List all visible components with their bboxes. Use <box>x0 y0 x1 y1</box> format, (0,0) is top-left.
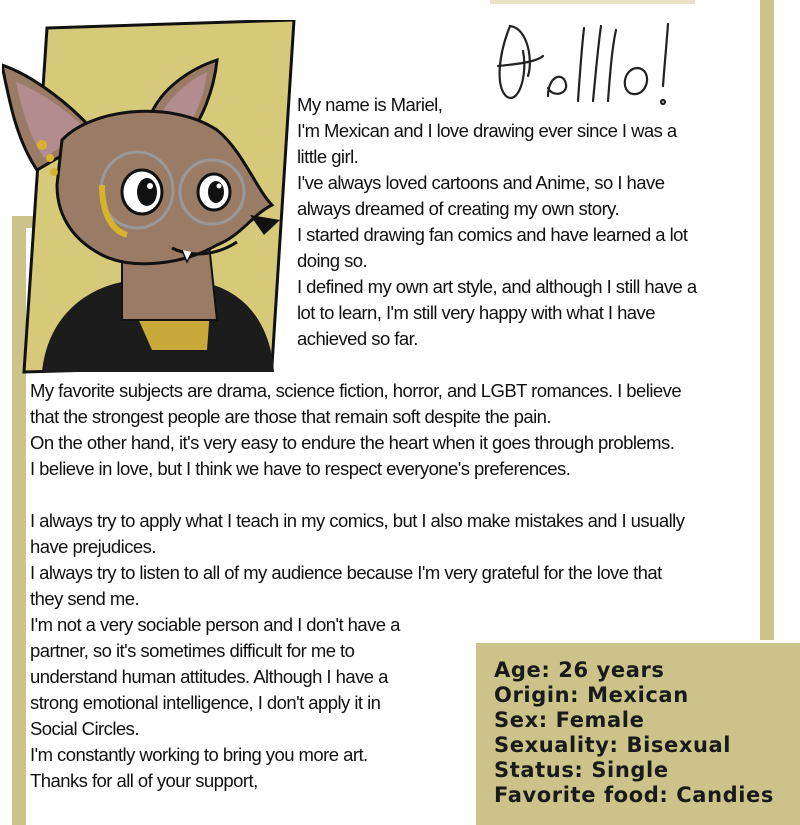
intro-line: I started drawing fan comics and have learned a lot <box>297 224 688 245</box>
paragraph-line: On the other hand, it's very easy to endure the heart when it goes through problems. <box>30 432 675 453</box>
paragraph-line: I'm constantly working to bring you more art. <box>30 744 368 765</box>
paragraph-line: strong emotional intelligence, I don't apply it in <box>30 692 381 713</box>
paragraph-line: I always try to listen to all of my audience because I'm very grateful for the love that <box>30 562 662 583</box>
intro-line: achieved so far. <box>297 328 418 349</box>
intro-paragraph <box>297 92 747 352</box>
favorites-paragraph <box>30 378 770 482</box>
info-age: Age: 26 years <box>494 658 665 682</box>
info-status: Status: Single <box>494 758 669 782</box>
paragraph-line: I believe in love, but I think we have to respect everyone's preferences. <box>30 458 571 479</box>
paragraph-line: they send me. <box>30 588 140 609</box>
paragraph-line: I always try to apply what I teach in my comics, but I also make mistakes and I usually <box>30 510 685 531</box>
paragraph-line: that the strongest people are those that remain soft despite the pain. <box>30 406 551 427</box>
paragraph-line: understand human attitudes. Although I have a <box>30 666 388 687</box>
intro-line: I defined my own art style, and although I still have a <box>297 276 697 297</box>
info-origin: Origin: Mexican <box>494 683 689 707</box>
top-decor-bar <box>490 0 695 4</box>
paragraph-line: My favorite subjects are drama, science fiction, horror, and LGBT romances. I believe <box>30 380 682 401</box>
intro-line: little girl. <box>297 146 359 167</box>
intro-line: always dreamed of creating my own story. <box>297 198 620 219</box>
intro-line: I'm Mexican and I love drawing ever since I was a <box>297 120 677 141</box>
info-sexuality: Sexuality: Bisexual <box>494 733 732 757</box>
intro-line: lot to learn, I'm still very happy with what I have <box>297 302 655 323</box>
personal-paragraph <box>30 612 470 794</box>
intro-line: doing so. <box>297 250 368 271</box>
comics-paragraph <box>30 508 770 612</box>
intro-line: I've always loved cartoons and Anime, so I have <box>297 172 665 193</box>
paragraph-line: have prejudices. <box>30 536 156 557</box>
character-portrait <box>2 20 302 375</box>
info-list <box>494 658 774 808</box>
paragraph-line: Thanks for all of your support, <box>30 770 258 791</box>
paragraph-line: Social Circles. <box>30 718 139 739</box>
info-sex: Sex: Female <box>494 708 645 732</box>
info-favorite-food: Favorite food: Candies <box>494 783 774 807</box>
paragraph-line: partner, so it's sometimes difficult for me to <box>30 640 355 661</box>
paragraph-line: I'm not a very sociable person and I don't have a <box>30 614 400 635</box>
intro-line: My name is Mariel, <box>297 94 443 115</box>
